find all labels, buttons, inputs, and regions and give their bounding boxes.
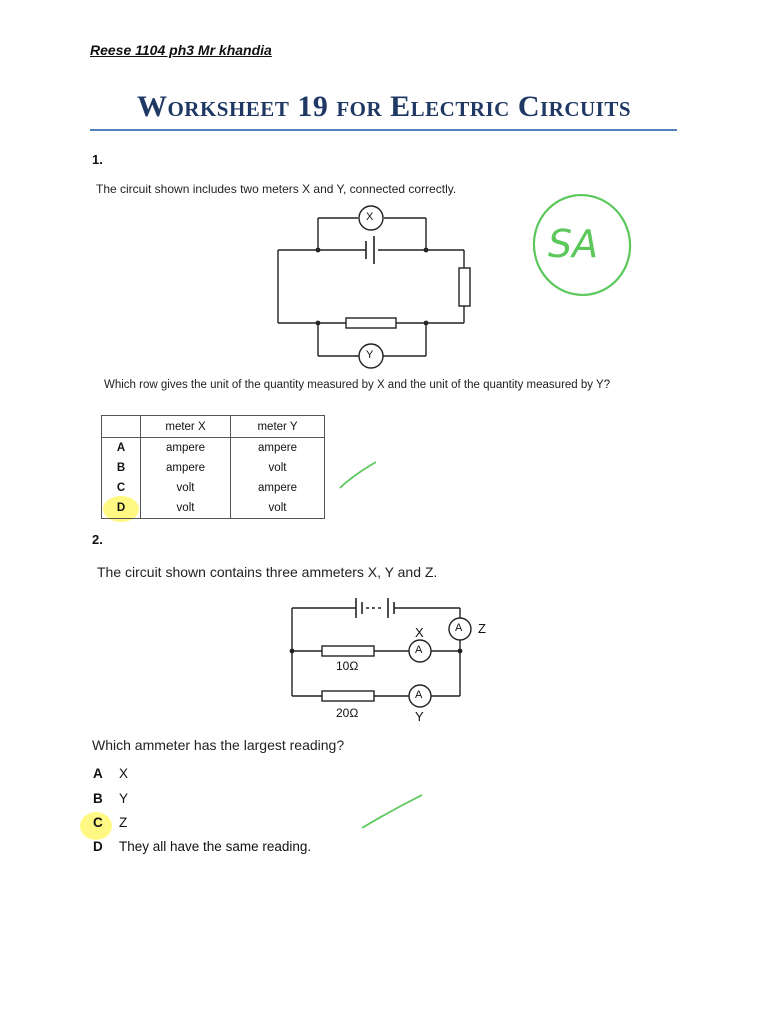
cell-meter-y: ampere	[231, 478, 325, 498]
table-row	[102, 478, 325, 498]
cell-meter-x: ampere	[141, 458, 231, 478]
question-1-stem: The circuit shown includes two meters X and Y, connected correctly.	[96, 182, 457, 196]
option-key: A	[93, 766, 103, 781]
row-key: C	[102, 478, 141, 498]
option-key: D	[93, 839, 103, 854]
ammeter-y-symbol: A	[415, 689, 423, 701]
table-row	[102, 498, 325, 519]
ammeter-z-symbol: A	[455, 622, 463, 634]
checkmark-2	[362, 795, 422, 828]
cell-meter-y: volt	[231, 498, 325, 519]
resistor-20-label: 20Ω	[336, 706, 359, 720]
option-text: Y	[119, 791, 129, 806]
question-1-table	[101, 415, 325, 519]
checkmark-1	[340, 462, 376, 488]
cell-meter-x: volt	[141, 498, 231, 519]
row-key: B	[102, 458, 141, 478]
label-x: X	[415, 625, 424, 640]
option-text: Z	[119, 815, 128, 830]
meter-y-label: Y	[366, 349, 374, 361]
cell-meter-x: volt	[141, 478, 231, 498]
question-1-prompt: Which row gives the unit of the quantity measured by X and the unit of the quantity measured by Y?	[104, 379, 611, 391]
table-header-meter-y: meter Y	[231, 416, 325, 438]
question-1-circuit	[278, 206, 470, 368]
option-text: X	[119, 766, 129, 781]
student-header: Reese 1104 ph3 Mr khandia	[90, 42, 272, 58]
question-1-junctions	[316, 248, 429, 326]
option-c	[93, 815, 127, 830]
table-header-meter-x: meter X	[141, 416, 231, 438]
option-d	[93, 839, 311, 854]
cell-meter-y: volt	[231, 458, 325, 478]
question-2-prompt: Which ammeter has the largest reading?	[92, 737, 345, 753]
question-2-circuit	[292, 598, 471, 707]
question-2-number: 2.	[92, 532, 103, 547]
cell-meter-x: ampere	[141, 438, 231, 459]
label-y: Y	[415, 709, 424, 724]
page-title: Worksheet 19 for Electric Circuits	[136, 90, 632, 123]
row-key: A	[102, 438, 141, 459]
grade-mark-text: SA	[548, 222, 599, 266]
option-text: They all have the same reading.	[119, 839, 312, 854]
table-row	[102, 438, 325, 459]
question-2-stem: The circuit shown contains three ammeters X, Y and Z.	[97, 564, 438, 580]
option-key: C	[93, 815, 103, 830]
resistor-10-label: 10Ω	[336, 659, 359, 673]
meter-x-label: X	[366, 211, 374, 223]
table-header-key	[102, 416, 141, 438]
option-key: B	[93, 791, 103, 806]
option-a	[93, 766, 128, 781]
label-z: Z	[478, 621, 486, 636]
option-b	[93, 791, 128, 806]
row-key: D	[102, 498, 141, 519]
question-1-number: 1.	[92, 152, 103, 167]
cell-meter-y: ampere	[231, 438, 325, 459]
ammeter-x-symbol: A	[415, 644, 423, 656]
table-row	[102, 458, 325, 478]
